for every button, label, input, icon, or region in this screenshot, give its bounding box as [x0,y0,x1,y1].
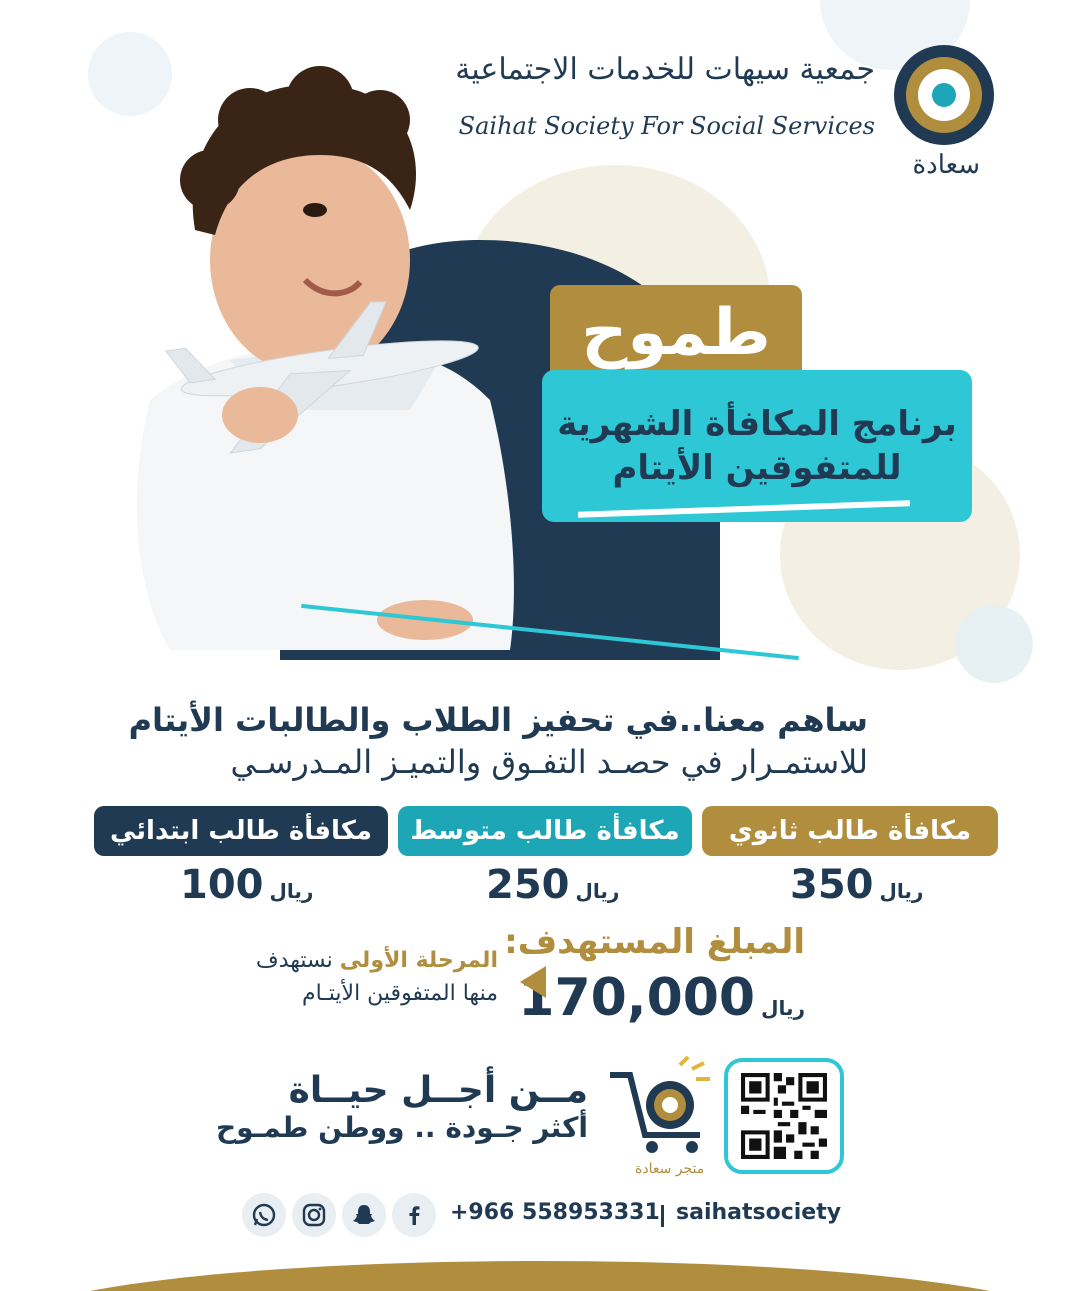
note-line2: منها المتفوقين الأيتـام [301,981,498,1006]
child-with-airplane-image [110,60,540,650]
program-title: طموح [581,296,771,370]
amount-value: 170,000 [518,968,756,1028]
decor-circle [955,605,1033,683]
reward-intermediate-label: مكافأة طالب متوسط [398,806,692,856]
currency-label: ريال [575,879,620,903]
cta-line2: للاستمـرار في حصـد التفـوق والتميـز المـدرسـي [230,742,868,781]
call-to-action [129,700,868,783]
target-note [256,944,498,1010]
qr-code-icon [741,1073,827,1159]
store-label: متجر سعادة [635,1161,705,1177]
program-subtitle-line1: برنامج المكافأة الشهرية [557,403,957,444]
note-highlight: المرحلة الأولى [339,948,498,973]
facebook-icon[interactable] [392,1193,436,1237]
program-title-badge [550,285,802,381]
slogan [216,1070,588,1144]
cta-line1: ساهم معنا..في تحفيز الطلاب والطالبات الأيتام [128,701,868,739]
slogan-line1: مــن أجــل حيــاة [288,1070,588,1111]
organization-name-arabic: جمعية سيهات للخدمات الاجتماعية [455,52,875,87]
target-amount [518,968,805,1028]
reward-primary-label: مكافأة طالب ابتدائي [94,806,388,856]
pointer-triangle [520,966,546,998]
program-subtitle-line2: للمتفوقين الأيتام [612,448,902,488]
slogan-line2: أكثر جـودة .. ووطن طمـوح [215,1111,588,1144]
instagram-icon[interactable] [292,1193,336,1237]
snapchat-icon[interactable] [342,1193,386,1237]
amount-value: 350 [790,862,874,908]
organization-seal-logo [892,43,996,147]
bottom-gold-arc [0,1256,1080,1291]
currency-label: ريال [879,879,924,903]
amount-value: 250 [486,862,570,908]
amount-value: 100 [180,862,264,908]
divider [661,1205,664,1227]
program-subtitle-card [542,370,972,522]
note-rest: نستهدف [255,948,333,973]
currency-label: ريال [761,996,805,1020]
target-label: المبلغ المستهدف: [504,922,805,962]
reward-intermediate-amount [486,862,619,908]
reward-primary-amount [180,862,313,908]
phone-number[interactable]: +966 558953331 [450,1200,660,1225]
reward-secondary-amount [790,862,923,908]
reward-secondary-label: مكافأة طالب ثانوي [702,806,998,856]
currency-label: ريال [269,879,314,903]
qr-code[interactable] [724,1058,844,1174]
saada-store-logo [600,1055,718,1180]
whatsapp-icon[interactable] [242,1193,286,1237]
saada-logo-text: سعادة [912,150,980,180]
organization-name-english: Saihat Society For Social Services [458,112,875,140]
social-handle[interactable]: saihatsociety [676,1200,842,1225]
